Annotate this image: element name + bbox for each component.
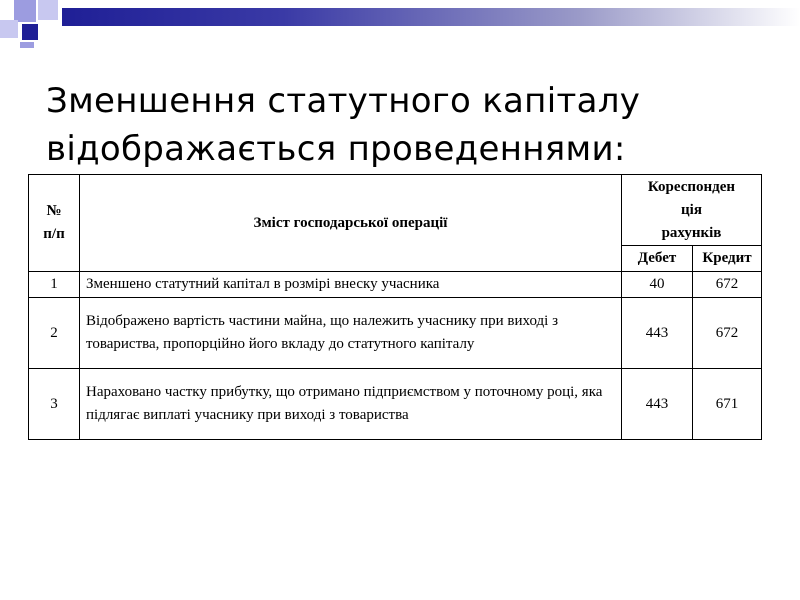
header-correspondence <box>622 175 762 246</box>
row-debit: 40 <box>622 272 693 298</box>
row-debit: 443 <box>622 298 693 369</box>
decor-square <box>40 22 62 44</box>
operations-table <box>28 174 762 440</box>
header-correspondence-line3: рахунків <box>661 224 722 241</box>
row-credit: 672 <box>693 298 762 369</box>
row-description: Зменшено статутний капітал в розмірі внеску учасника <box>80 272 622 298</box>
decor-square <box>38 0 58 20</box>
row-debit: 443 <box>622 369 693 440</box>
row-number: 2 <box>29 298 80 369</box>
header-number-line1: № <box>46 203 62 219</box>
table-row <box>29 298 762 369</box>
row-credit: 671 <box>693 369 762 440</box>
title-line-2: відображається проведеннями: <box>46 128 626 169</box>
row-number: 1 <box>29 272 80 298</box>
row-description: Відображено вартість частини майна, що належить учаснику при виході з товариства, пропорційно його вкладу до статутного капіталу <box>80 298 622 369</box>
decor-square <box>22 24 38 40</box>
title-line-1: Зменшення статутного капіталу <box>46 80 641 121</box>
decor-square <box>0 20 18 38</box>
table-row <box>29 369 762 440</box>
row-credit: 672 <box>693 272 762 298</box>
header-debit: Дебет <box>622 246 693 272</box>
decor-square <box>20 42 34 48</box>
header-correspondence-line2: ція <box>681 201 702 218</box>
row-number: 3 <box>29 369 80 440</box>
decor-square <box>14 0 36 22</box>
header-number <box>29 175 80 272</box>
row-description: Нараховано частку прибутку, що отримано підприємством у поточному році, яка підлягає виплаті учаснику при виході з товариства <box>80 369 622 440</box>
table-header-row <box>29 175 762 246</box>
table-row <box>29 272 762 298</box>
header-credit: Кредит <box>693 246 762 272</box>
header-gradient-bar <box>62 8 800 26</box>
slide-title <box>46 77 766 173</box>
header-content: Зміст господарської операції <box>80 175 622 272</box>
header-correspondence-line1: Кореспонден <box>647 178 736 195</box>
header-number-line2: п/п <box>43 226 65 242</box>
